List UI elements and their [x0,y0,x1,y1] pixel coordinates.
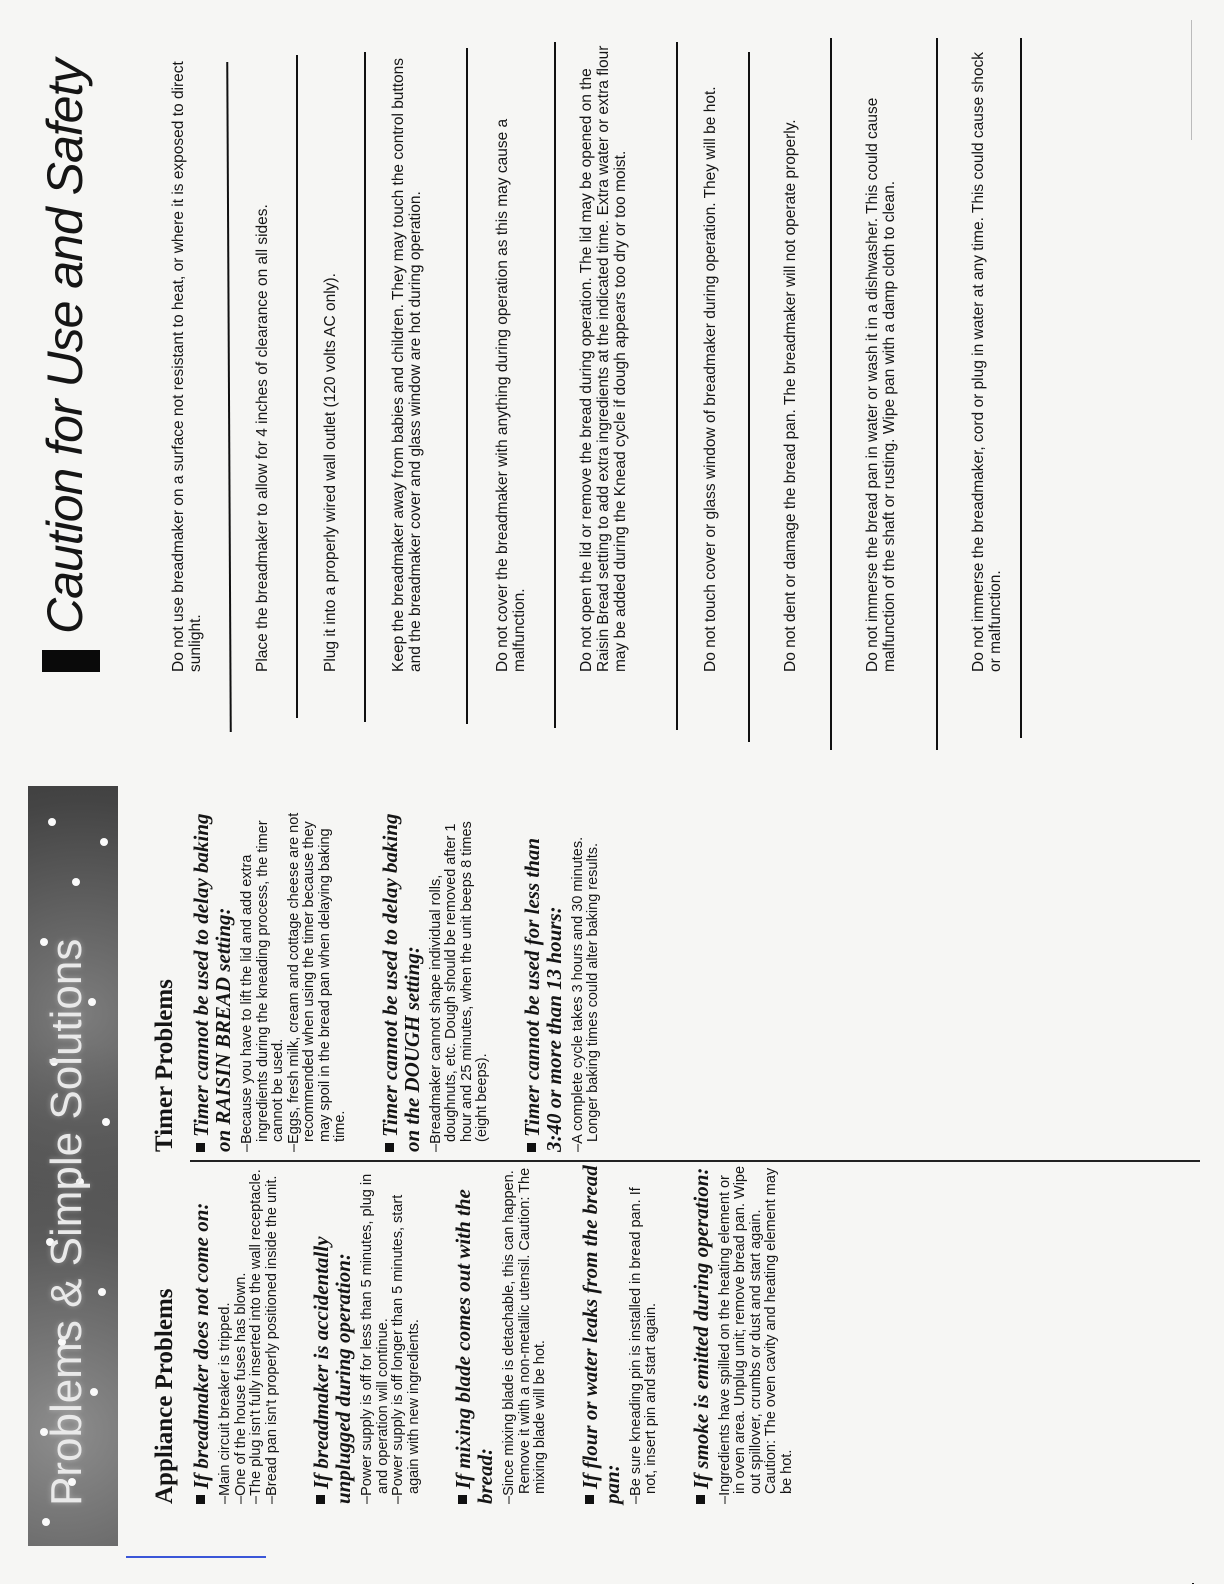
solution-line: –Main circuit breaker is tripped. [217,1302,233,1504]
square-bullet-icon [316,1495,325,1504]
caution-rule [226,62,232,732]
solution-line: –Power supply is off for less than 5 minutes, plug in and operation will continue. [359,1173,391,1504]
title-bar-icon [42,650,100,672]
banner-dot [48,818,56,826]
problem-question: Timer cannot be used to delay baking on RAISIN BREAD setting: [189,813,235,1152]
caution-rule [676,42,678,730]
caution-item: Place the breadmaker to allow for 4 inches of clearance on all sides. [254,204,271,672]
solution-line: –Since mixing blade is detachable, this can happen. Remove it with a non-metallic utensil. Caution: The mixing blade will be hot. [501,1167,548,1504]
problem-block [521,812,602,1152]
banner-title: Problems & Simple Solutions [42,938,91,1506]
caution-item: Do not cover the breadmaker with anything during operation as this may cause a malfunction. [494,118,528,672]
solution-line: –Power supply is off longer than 5 minutes, start again with new ingredients. [390,1194,422,1504]
solution-line: –Ingredients have spilled on the heating element or in oven area. Unplug unit; remove bread pan. Wipe out spillover, crumbs or dust and start again. Caution: The oven cavity and heating element may be hot. [716,1165,795,1504]
problem-question: Timer cannot be used to delay baking on the DOUGH setting: [377,813,424,1152]
caution-item: Do not dent or damage the bread pan. The breadmaker will not operate properly. [782,119,799,672]
caution-item: Keep the breadmaker away from babies and children. They may touch the control buttons and the breadmaker cover and glass window are hot during operation. [390,57,424,672]
problem-block [310,1164,422,1504]
problem-block [190,812,349,1152]
square-bullet-icon [585,1495,594,1504]
caution-item: Do not touch cover or glass window of breadmaker during operation. They will be hot. [702,86,719,672]
solution-line: –Breadmaker cannot shape individual rolls, doughnuts, etc. Dough should be removed after 1 hour and 25 minutes, when the unit beeps 8 times (eight beeps). [427,821,490,1152]
solution-line: –Bread pan isn't properly positioned inside the unit. [263,1175,280,1504]
problem-question: If flour or water leaks from the bread pan: [577,1165,624,1504]
caution-title: Caution for Use and Safety [37,59,93,634]
scan-edge-rule [126,1556,266,1558]
problem-question: If breadmaker does not come on: [190,1164,212,1504]
caution-item: Plug it into a properly wired wall outlet (120 volts AC only). [322,273,339,672]
solution-line: –A complete cycle takes 3 hours and 30 minutes. Longer baking times could alter baking results. [569,836,601,1152]
caution-rule [364,52,366,722]
appliance-problems-column [150,1164,825,1504]
square-bullet-icon [458,1495,467,1504]
caution-rule [1020,38,1022,738]
square-bullet-icon [527,1143,536,1152]
problem-question: Timer cannot be used for less than 3:40 or more than 13 hours: [519,837,566,1152]
solution-line: –The plug isn't fully inserted into the wall receptacle. [248,1169,264,1504]
caution-title-block [20,32,110,672]
problems-banner [28,786,118,1546]
banner-dot [102,1118,110,1126]
timer-problems-column [150,812,632,1152]
square-bullet-icon [196,1495,205,1504]
column-divider [190,1161,1200,1163]
caution-rule [748,52,750,742]
solution-line: –Be sure kneading pin is installed in bread pan. If not, insert pin and start again. [627,1187,659,1504]
banner-dot [42,1518,50,1526]
caution-rule [554,42,556,728]
caution-rule [936,38,938,750]
problem-question: If smoke is emitted during operation: [690,1164,712,1504]
banner-dot [72,878,80,886]
caution-item: Do not use breadmaker on a surface not resistant to heat, or where it is exposed to direct sunlight. [170,61,204,672]
banner-dot [100,838,108,846]
square-bullet-icon [196,1143,205,1152]
caution-rule [296,55,298,718]
solution-line: –Because you have to lift the lid and add extra ingredients during the kneading process, the timer cannot be used. [239,820,286,1152]
problem-block [579,1164,660,1504]
solution-line: –Eggs, fresh milk, cream and cottage cheese are not recommended when using the timer because they may spoil in the bread pan when delaying baking time. [285,812,348,1152]
problem-question: If mixing blade comes out with the bread: [451,1189,497,1504]
caution-item: Do not immerse the bread pan in water or wash it in a dishwasher. This could cause malfunction of the shaft or rusting. Wipe pan with a damp cloth to clean. [864,97,898,672]
square-bullet-icon [696,1495,705,1504]
problem-block [690,1164,796,1504]
caution-rule [830,38,832,750]
problem-block [452,1164,549,1504]
banner-dot [98,1288,106,1296]
scan-edge-rule [1191,20,1192,140]
timer-problems-heading: Timer Problems [151,979,178,1152]
square-bullet-icon [385,1143,394,1152]
problem-block [190,1164,280,1504]
problem-block [379,812,491,1152]
caution-rule [466,48,468,724]
caution-item: Do not open the lid or remove the bread during operation. The lid may be opened on the Raisin Bread setting to add extra ingredients at the indicated time. Extra water or extra flour may be added during the Knead cycle if dough appears too dry or too moist. [578,45,629,672]
appliance-problems-heading: Appliance Problems [151,1288,178,1504]
caution-item: Do not immerse the breadmaker, cord or plug in water at any time. This could cause shock or malfunction. [970,51,1004,672]
problem-question: If breadmaker is accidentally unplugged during operation: [309,1236,355,1504]
solution-line: –One of the house fuses has blown. [232,1272,249,1504]
